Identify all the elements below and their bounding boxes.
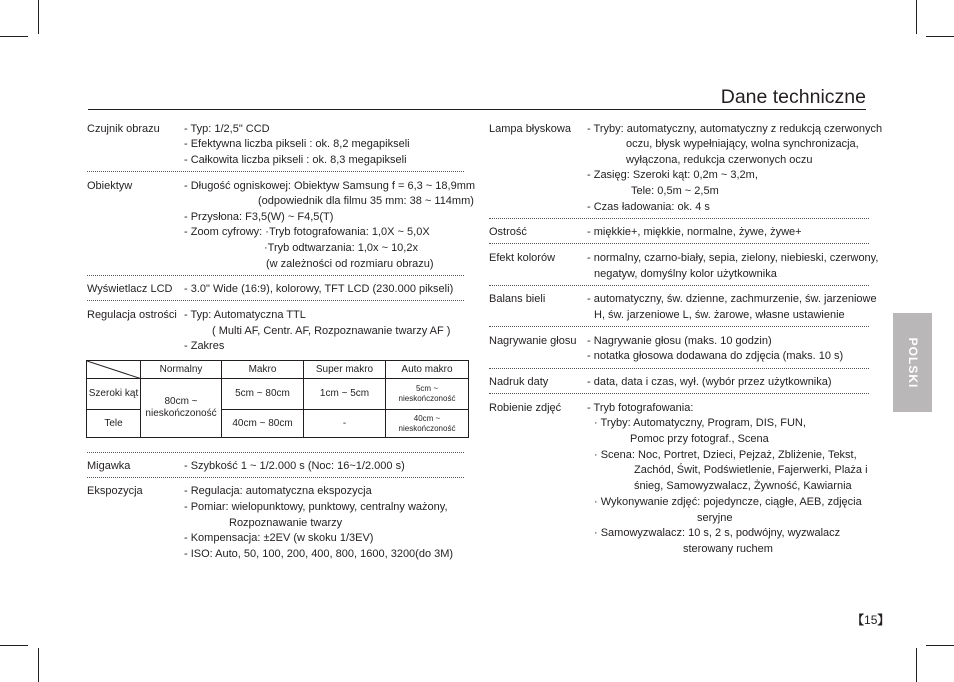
crop-mark (38, 0, 39, 34)
spec-label: Regulacja ostrości (87, 309, 177, 321)
table-cell-line: 5cm ~ (415, 384, 438, 393)
table-row-label: Szeroki kąt (87, 379, 141, 410)
page-number-value: 15 (864, 613, 878, 627)
spec-line: - notatka głosowa dodawana do zdjęcia (maks. 10 s) (587, 350, 844, 362)
page-bracket-close: 】 (877, 613, 890, 627)
divider (87, 171, 464, 172)
table-row-label: Tele (87, 410, 141, 438)
spec-line: ·Tryb odtwarzania: 1,0x ~ 10,2x (264, 242, 418, 254)
divider (489, 218, 869, 219)
table-header: Makro (222, 361, 304, 379)
spec-line: śnieg, Samowyzwalacz, Żywność, Kawiarnia (634, 480, 852, 492)
spec-label: Wyświetlacz LCD (87, 283, 173, 295)
spec-line: - Zasięg: Szeroki kąt: 0,2m ~ 3,2m, (587, 169, 758, 181)
spec-line: · Tryby: Automatyczny, Program, DIS, FUN, (594, 417, 806, 429)
spec-line: negatyw, domyślny kolor użytkownika (594, 268, 777, 280)
language-tab-label: POLSKI (905, 337, 920, 388)
spec-line: - Tryb fotografowania: (587, 402, 694, 414)
divider (87, 477, 464, 478)
focus-range-table (86, 360, 469, 438)
spec-line: - Typ: 1/2,5" CCD (184, 123, 270, 135)
spec-label: Nadruk daty (489, 376, 549, 388)
spec-label: Ekspozycja (87, 485, 143, 497)
spec-line: - Kompensacja: ±2EV (w skoku 1/3EV) (184, 532, 374, 544)
table-cell (141, 379, 222, 438)
table-cell (386, 379, 469, 410)
table-header: Normalny (141, 361, 222, 379)
spec-line: ( Multi AF, Centr. AF, Rozpoznawanie twarzy AF ) (212, 325, 451, 337)
spec-line: - Regulacja: automatyczna ekspozycja (184, 485, 372, 497)
spec-label: Czujnik obrazu (87, 123, 160, 135)
spec-line: seryjne (697, 512, 733, 524)
spec-label: Nagrywanie głosu (489, 335, 577, 347)
table-cell: 40cm ~ 80cm (222, 410, 304, 438)
crop-mark (926, 36, 954, 37)
table-cell: 5cm ~ 80cm (222, 379, 304, 410)
spec-line: - Szybkość 1 ~ 1/2.000 s (Noc: 16~1/2.000 s) (184, 460, 405, 472)
spec-line: - data, data i czas, wył. (wybór przez użytkownika) (587, 376, 832, 388)
table-cell-line: 80cm ~ (164, 396, 198, 407)
crop-mark (0, 36, 28, 37)
spec-label: Lampa błyskowa (489, 123, 571, 135)
table-cell-line: nieskończoność (145, 408, 217, 419)
table-cell-line: 40cm ~ (413, 413, 441, 423)
spec-line: (odpowiednik dla filmu 35 mm: 38 ~ 114mm) (258, 195, 474, 207)
spec-line: · Samowyzwalacz: 10 s, 2 s, podwójny, wyzwalacz (594, 527, 841, 539)
spec-line: - ISO: Auto, 50, 100, 200, 400, 800, 1600, 3200(do 3M) (184, 548, 454, 560)
spec-line: H, św. jarzeniowe L, św. żarowe, własne ustawienie (594, 309, 845, 321)
spec-line: sterowany ruchem (683, 543, 773, 555)
spec-label: Ostrość (489, 226, 527, 238)
spec-line: - Zakres (184, 340, 225, 352)
crop-mark (926, 645, 954, 646)
spec-label: Obiektyw (87, 180, 133, 192)
spec-line: - automatyczny, św. dzienne, zachmurzenie, św. jarzeniowe (587, 293, 877, 305)
table-cell: - (304, 410, 386, 438)
spec-line: - Tryby: automatyczny, automatyczny z redukcją czerwonych (587, 123, 883, 135)
divider (489, 243, 869, 244)
divider (87, 300, 464, 301)
table-header: Super makro (304, 361, 386, 379)
page-bracket-open: 【 (852, 613, 865, 627)
table-cell-line: nieskończoność (398, 423, 456, 433)
spec-line: oczu, błysk wypełniający, wolna synchronizacja, (626, 138, 859, 150)
spec-line: - Całkowita liczba pikseli : ok. 8,3 megapikseli (184, 154, 407, 166)
spec-line: - normalny, czarno-biały, sepia, zielony, niebieski, czerwony, (587, 252, 879, 264)
page-title: Dane techniczne (720, 86, 866, 108)
table-cell-line: nieskończoność (398, 394, 456, 403)
crop-mark (38, 648, 39, 682)
spec-line: - Czas ładowania: ok. 4 s (587, 201, 710, 213)
spec-line: · Scena: Noc, Portret, Dzieci, Pejzaż, Zbliżenie, Tekst, (594, 449, 857, 461)
table-cell (386, 410, 469, 438)
divider (87, 452, 464, 453)
page-number (852, 611, 889, 628)
table-cell: 1cm ~ 5cm (304, 379, 386, 410)
spec-line: Zachód, Świt, Podświetlenie, Fajerwerki, Plaża i (634, 464, 868, 476)
title-rule (88, 109, 866, 110)
spec-line: - Pomiar: wielopunktowy, punktowy, centralny ważony, (184, 501, 448, 513)
divider (489, 393, 869, 394)
crop-mark (916, 0, 917, 34)
table-corner-cell (87, 361, 141, 379)
spec-line: Pomoc przy fotograf., Scena (630, 433, 769, 445)
crop-mark (0, 645, 28, 646)
table-row (87, 379, 469, 410)
table-header: Auto makro (386, 361, 469, 379)
spec-line: Tele: 0,5m ~ 2,5m (631, 185, 719, 197)
spec-line: - Przysłona: F3,5(W) ~ F4,5(T) (184, 211, 334, 223)
spec-label: Migawka (87, 460, 131, 472)
spec-line: - Długość ogniskowej: Obiektyw Samsung f = 6,3 ~ 18,9mm (184, 180, 476, 192)
spec-line: wyłączona, redukcja czerwonych oczu (626, 154, 813, 166)
spec-line: Rozpoznawanie twarzy (229, 517, 343, 529)
divider (87, 275, 464, 276)
divider (489, 326, 869, 327)
spec-line: (w zależności od rozmiaru obrazu) (266, 258, 434, 270)
spec-label: Balans bieli (489, 293, 546, 305)
spec-line: - Nagrywanie głosu (maks. 10 godzin) (587, 335, 772, 347)
diagonal-line (87, 361, 142, 379)
divider (489, 285, 869, 286)
spec-line: · Wykonywanie zdjęć: pojedyncze, ciągłe, AEB, zdjęcia (594, 496, 862, 508)
spec-line: - Typ: Automatyczna TTL (184, 309, 306, 321)
divider (489, 368, 869, 369)
table-header-row (87, 361, 469, 379)
spec-line: - miękkie+, miękkie, normalne, żywe, żywe+ (587, 226, 802, 238)
spec-line: - Efektywna liczba pikseli : ok. 8,2 megapikseli (184, 138, 410, 150)
spec-line: - Zoom cyfrowy: ·Tryb fotografowania: 1,0X ~ 5,0X (184, 226, 430, 238)
crop-mark (916, 648, 917, 682)
spec-label: Efekt kolorów (489, 252, 556, 264)
spec-line: - 3.0" Wide (16:9), kolorowy, TFT LCD (230.000 pikseli) (184, 283, 454, 295)
language-tab (893, 313, 932, 412)
spec-label: Robienie zdjęć (489, 402, 562, 414)
